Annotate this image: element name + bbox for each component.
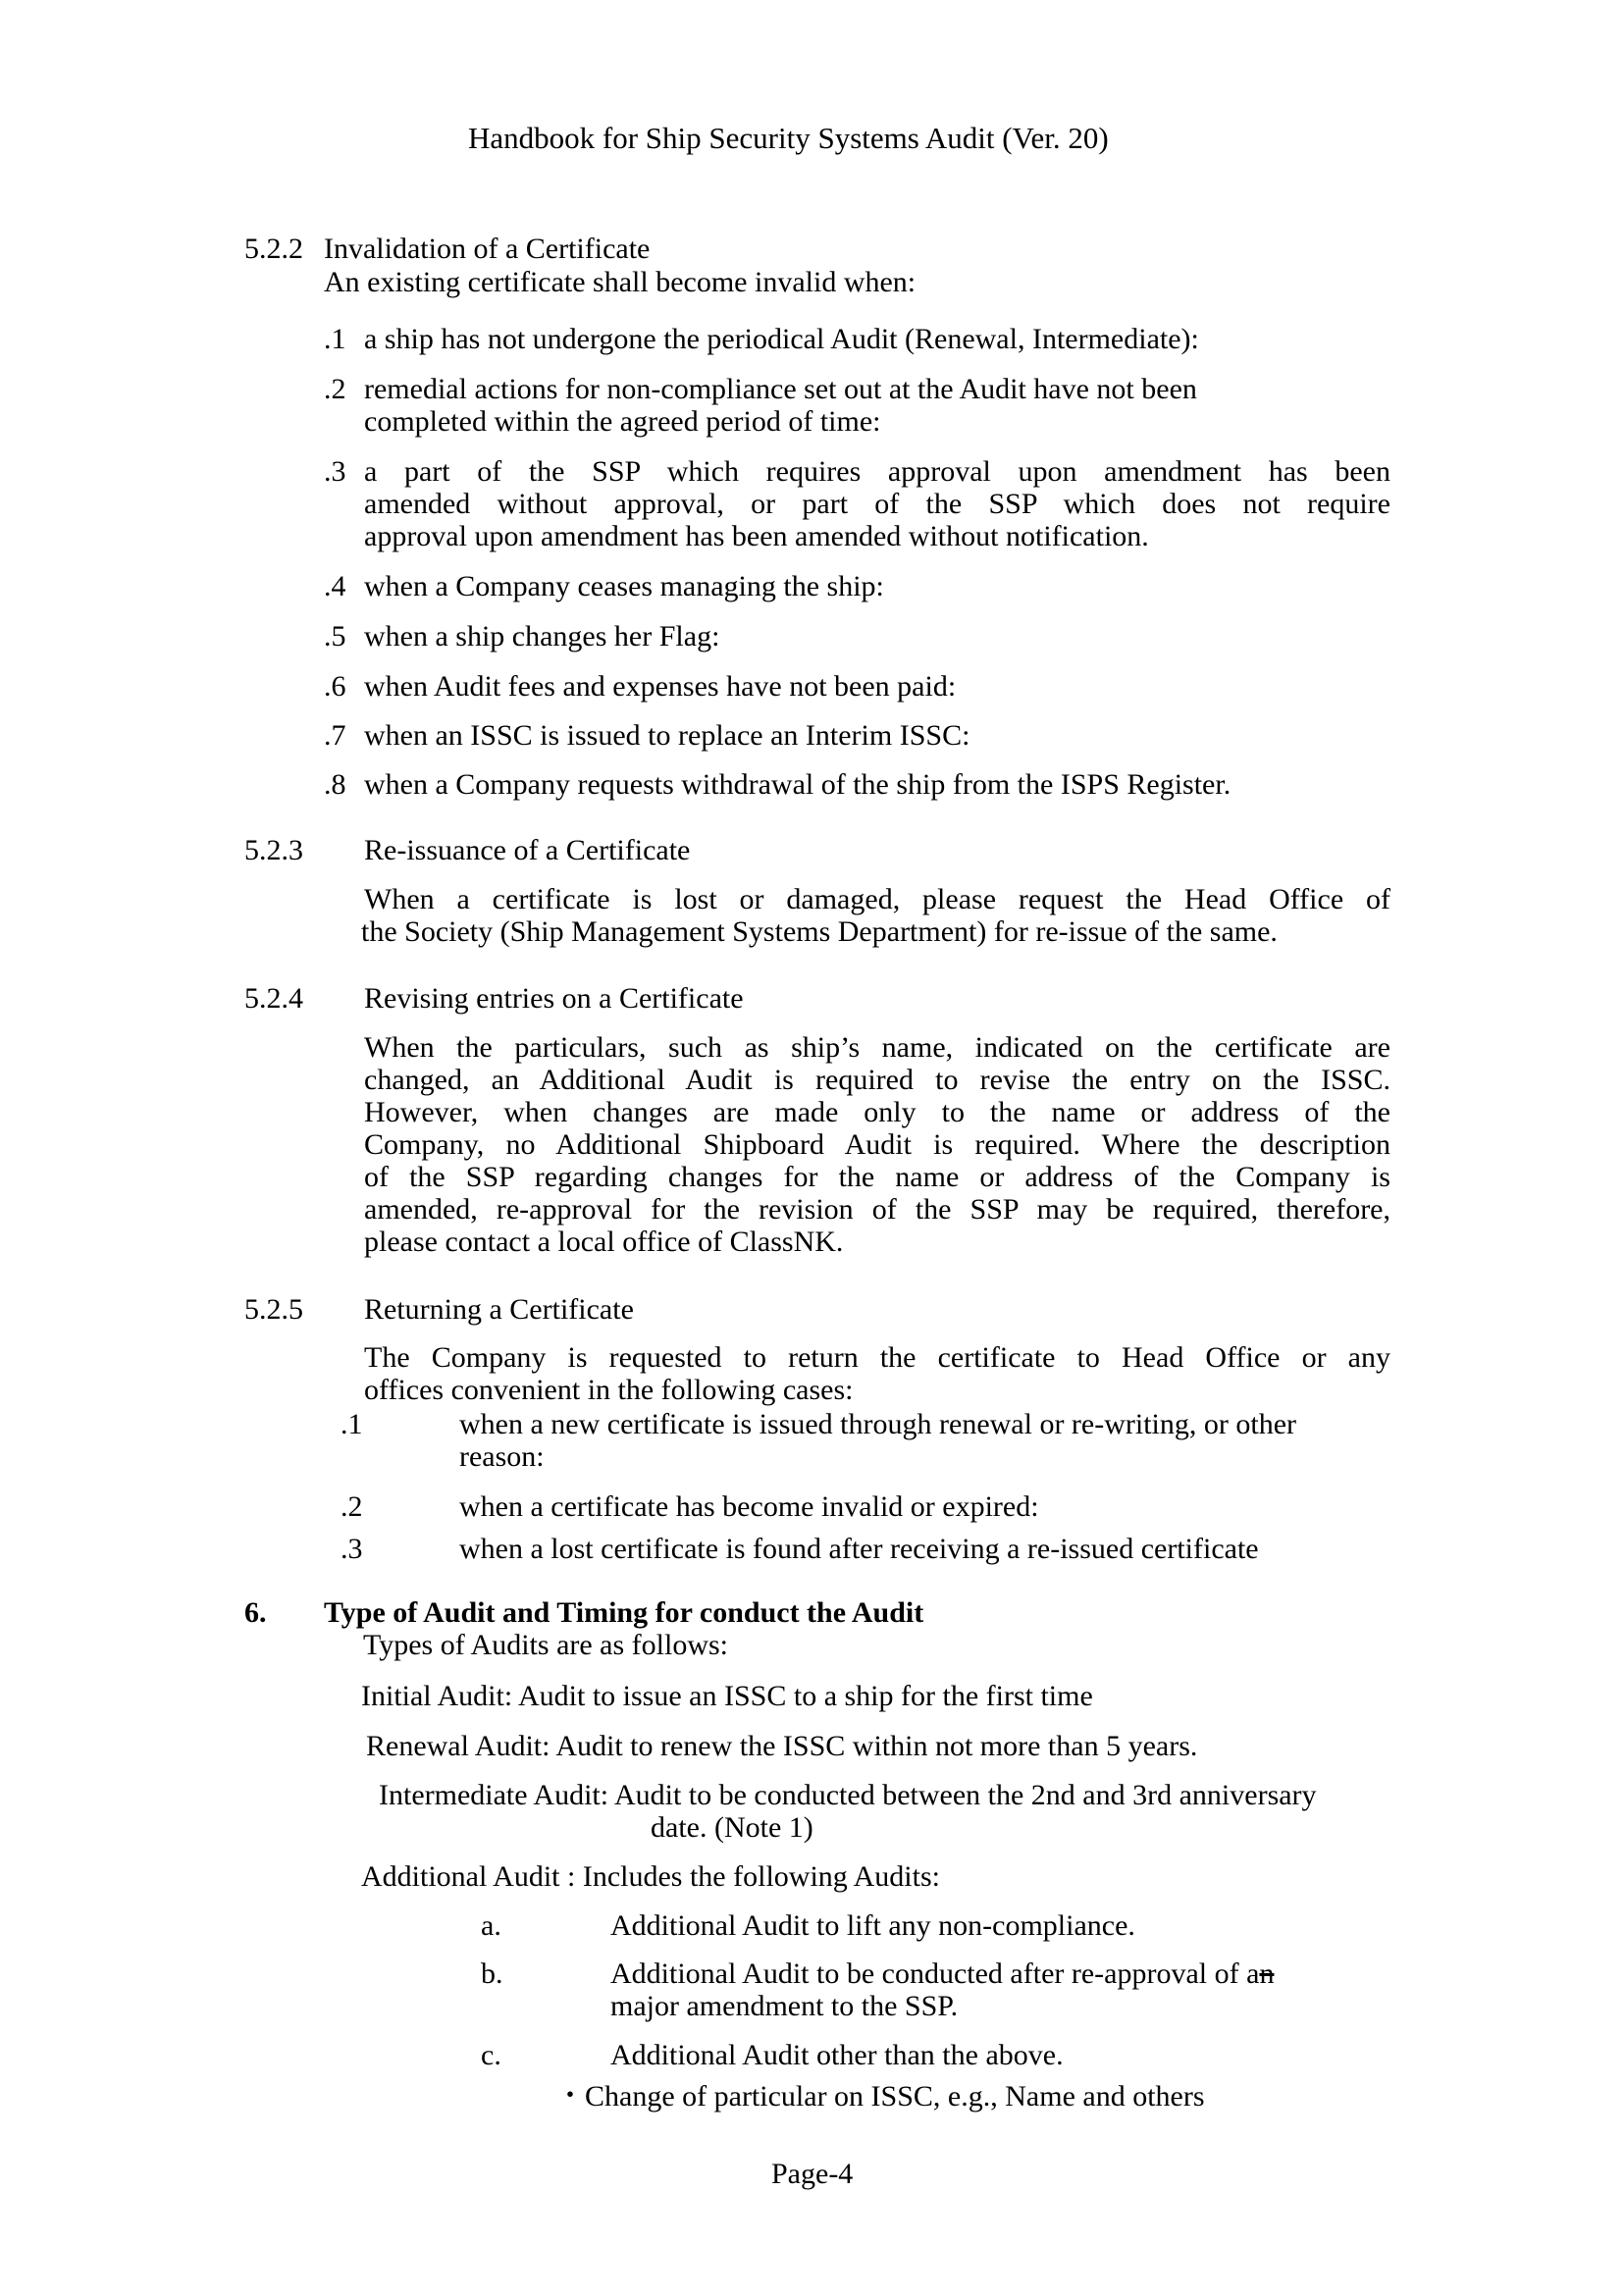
list-item-text: Additional Audit to lift any non-compliance. bbox=[610, 1909, 1135, 1942]
paragraph-line: the Society (Ship Management Systems Department) for re-issue of the same. bbox=[361, 915, 1278, 948]
list-item-number: .3 bbox=[324, 455, 346, 488]
section-number-5-2-2: 5.2.2 bbox=[244, 233, 303, 265]
list-item-letter: a. bbox=[481, 1909, 501, 1942]
paragraph-line: amended, re-approval for the revision of the SSP may be required, therefore, bbox=[364, 1193, 1390, 1226]
list-item-text: major amendment to the SSP. bbox=[610, 1990, 959, 2022]
paragraph-line: offices convenient in the following cases: bbox=[364, 1374, 854, 1406]
list-item-text: a part of the SSP which requires approval upon amendment has been bbox=[364, 455, 1390, 488]
list-item-number: .8 bbox=[324, 768, 346, 801]
list-item-number: .6 bbox=[324, 670, 346, 703]
initial-audit-text: Initial Audit: Audit to issue an ISSC to a ship for the first time bbox=[361, 1680, 1093, 1712]
page-number: Page-4 bbox=[771, 2158, 854, 2190]
section-number-5-2-4: 5.2.4 bbox=[244, 982, 303, 1015]
bullet-item: ・Change of particular on ISSC, e.g., Name and others bbox=[555, 2080, 1205, 2112]
list-item-text: completed within the agreed period of time: bbox=[364, 405, 881, 438]
section-title-5-2-5: Returning a Certificate bbox=[364, 1293, 634, 1326]
list-item-letter: c. bbox=[481, 2039, 501, 2071]
paragraph-line: When a certificate is lost or damaged, please request the Head Office of bbox=[364, 883, 1390, 915]
paragraph-line: of the SSP regarding changes for the name or address of the Company is bbox=[364, 1161, 1390, 1193]
paragraph-line: The Company is requested to return the certificate to Head Office or any bbox=[364, 1341, 1390, 1374]
intermediate-audit-text: Intermediate Audit: Audit to be conducted between the 2nd and 3rd anniversary bbox=[379, 1779, 1317, 1811]
list-item-text: Additional Audit other than the above. bbox=[610, 2039, 1064, 2071]
list-item-number: .1 bbox=[341, 1408, 363, 1440]
list-item-letter: b. bbox=[481, 1957, 503, 1990]
section-title-5-2-3: Re-issuance of a Certificate bbox=[364, 834, 691, 866]
list-item-number: .7 bbox=[324, 719, 346, 752]
list-item-text: when a new certificate is issued through renewal or re-writing, or other bbox=[459, 1408, 1297, 1440]
paragraph-line: please contact a local office of ClassNK. bbox=[364, 1226, 844, 1258]
running-header: Handbook for Ship Security Systems Audit (Ver. 20) bbox=[468, 121, 1109, 155]
section-number-5-2-5: 5.2.5 bbox=[244, 1293, 303, 1326]
paragraph-line: When the particulars, such as ship’s name, indicated on the certificate are bbox=[364, 1031, 1390, 1064]
paragraph-line: Company, no Additional Shipboard Audit is required. Where the description bbox=[364, 1128, 1390, 1161]
list-item-text: when a Company requests withdrawal of the ship from the ISPS Register. bbox=[364, 768, 1231, 801]
list-item-text: when an ISSC is issued to replace an Interim ISSC: bbox=[364, 719, 970, 752]
list-item-text: when Audit fees and expenses have not been paid: bbox=[364, 670, 957, 703]
renewal-audit-text: Renewal Audit: Audit to renew the ISSC within not more than 5 years. bbox=[366, 1730, 1198, 1762]
additional-audit-text: Additional Audit : Includes the following Audits: bbox=[361, 1860, 940, 1893]
list-item-text: amended without approval, or part of the SSP which does not require bbox=[364, 488, 1390, 520]
list-item-number: .3 bbox=[341, 1533, 363, 1565]
list-item-text: reason: bbox=[459, 1440, 545, 1473]
struck-text: n bbox=[1259, 1957, 1275, 1990]
list-item-number: .4 bbox=[324, 570, 346, 602]
paragraph-line: However, when changes are made only to the name or address of the bbox=[364, 1096, 1390, 1128]
section-number-6: 6. bbox=[244, 1596, 267, 1629]
list-item-text: when a ship changes her Flag: bbox=[364, 620, 720, 652]
list-item-text bbox=[610, 1957, 1274, 1990]
list-item-number: .5 bbox=[324, 620, 346, 652]
section-number-5-2-3: 5.2.3 bbox=[244, 834, 303, 866]
list-item-text: remedial actions for non-compliance set out at the Audit have not been bbox=[364, 373, 1197, 405]
list-item-text-part: Additional Audit to be conducted after re-approval of a bbox=[610, 1957, 1260, 1990]
paragraph-line: changed, an Additional Audit is required to revise the entry on the ISSC. bbox=[364, 1064, 1390, 1096]
list-item-text: a ship has not undergone the periodical Audit (Renewal, Intermediate): bbox=[364, 323, 1199, 355]
intro-text: An existing certificate shall become invalid when: bbox=[324, 266, 917, 298]
list-item-number: .1 bbox=[324, 323, 346, 355]
list-item-text: approval upon amendment has been amended without notification. bbox=[364, 520, 1149, 552]
section-title-5-2-4: Revising entries on a Certificate bbox=[364, 982, 744, 1015]
intermediate-audit-text: date. (Note 1) bbox=[651, 1811, 813, 1844]
intro-text: Types of Audits are as follows: bbox=[363, 1629, 729, 1661]
section-title-6: Type of Audit and Timing for conduct the Audit bbox=[324, 1596, 924, 1629]
list-item-number: .2 bbox=[341, 1490, 363, 1523]
section-title-5-2-2: Invalidation of a Certificate bbox=[324, 233, 651, 265]
list-item-text: when a certificate has become invalid or expired: bbox=[459, 1490, 1039, 1523]
list-item-text: when a Company ceases managing the ship: bbox=[364, 570, 884, 602]
list-item-number: .2 bbox=[324, 373, 346, 405]
list-item-text: when a lost certificate is found after receiving a re-issued certificate bbox=[459, 1533, 1259, 1565]
